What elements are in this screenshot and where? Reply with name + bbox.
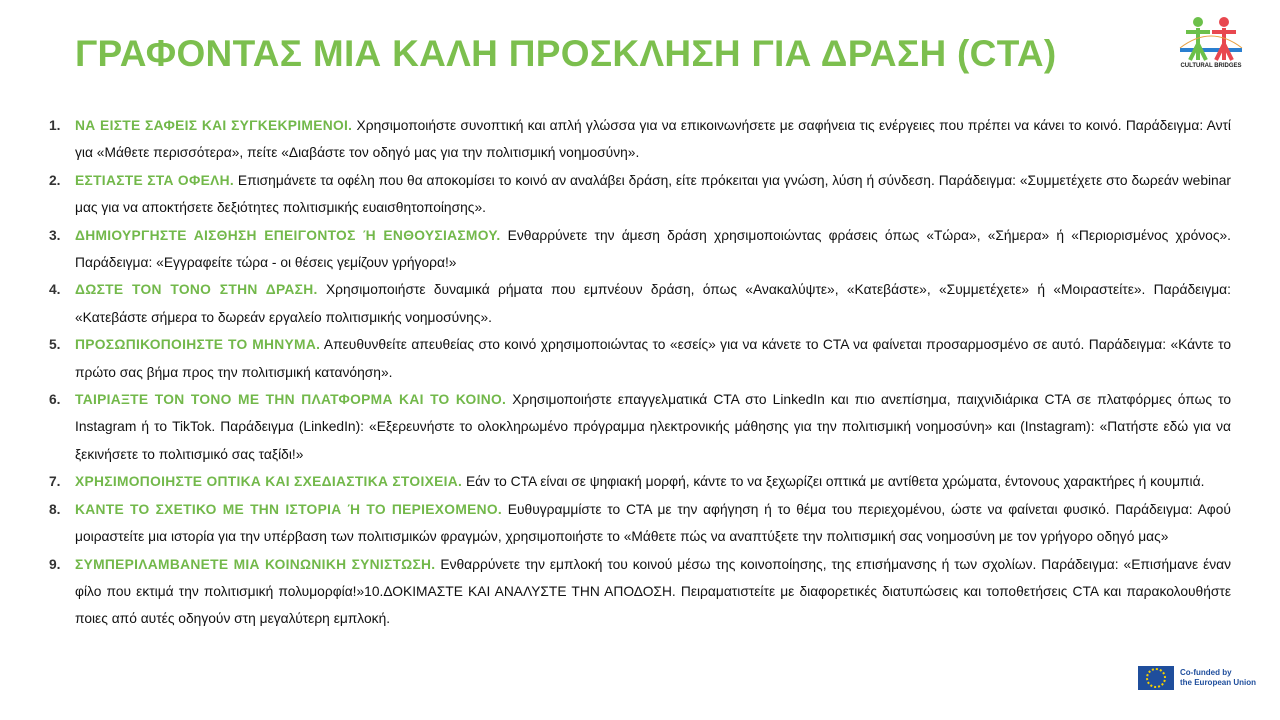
slide-title: ΓΡΑΦΟΝΤΑΣ ΜΙΑ ΚΑΛΗ ΠΡΟΣΚΛΗΣΗ ΓΙΑ ΔΡΑΣΗ (CTA) bbox=[75, 33, 1057, 74]
item-text: Απευθυνθείτε απευθείας στο κοινό χρησιμοποιώντας το «εσείς» για να κάνετε το CTA να φαίνεται προσαρμοσμένο σε αυτό. Παράδειγμα: «Κάντε το πρώτο σας βήμα προς την πολιτισμική κατανόηση». bbox=[75, 337, 1231, 380]
item-heading: ΔΗΜΙΟΥΡΓΗΣΤΕ ΑΙΣΘΗΣΗ ΕΠΕΙΓΟΝΤΟΣ Ή ΕΝΘΟΥΣΙΑΣΜΟΥ. bbox=[75, 227, 501, 243]
item-text: Ευθυγραμμίστε το CTA με την αφήγηση ή το θέμα του περιεχομένου, ώστε να φαίνεται φυσικό. Παράδειγμα: Αφού μοιραστείτε μια ιστορία για την υπέρβαση των πολιτισμικών φραγμών, χρησιμοποιήστε το «Μάθετε πώς να αναπτύξετε την πολιτισμική σας νοημοσύνη με τον γρήγορο οδηγό μας» bbox=[75, 501, 1231, 545]
item-number: 7. bbox=[49, 474, 61, 490]
item-number: 3. bbox=[49, 227, 61, 243]
item-text: Ενθαρρύνετε την εμπλοκή του κοινού μέσω της κοινοποίησης, της επισήμανσης ή των σχολίων. Παράδειγμα: «Επισήμανε έναν φίλο που εκτιμά την πολιτισμική πολυμορφία!»10.ΔΟΚΙΜΑΣΤΕ ΚΑΙ ΑΝΑΛΥΣΤΕ ΤΗΝ ΑΠΟΔΟΣΗ. Πειραματιστείτε με διαφορετικές διατυπώσεις και τοποθετήσεις CTA και παρακολουθήστε ποιες από αυτές οδηγούν στη μεγαλύτερη εμπλοκή. bbox=[75, 556, 1232, 627]
item-number: 2. bbox=[49, 172, 61, 188]
list-item bbox=[49, 468, 1231, 495]
cta-tips-list bbox=[49, 112, 1232, 633]
item-heading: ΚΑΝΤΕ ΤΟ ΣΧΕΤΙΚΟ ΜΕ ΤΗΝ ΙΣΤΟΡΙΑ Ή ΤΟ ΠΕΡΙΕΧΟΜΕΝΟ. bbox=[75, 501, 503, 517]
eu-text bbox=[1180, 668, 1260, 688]
item-number: 5. bbox=[49, 337, 61, 353]
item-text: Χρησιμοποιήστε επαγγελματικά CTA στο LinkedIn και πιο ανεπίσημα, παιχνιδιάρικα CTA σε πλατφόρμες όπως το Instagram ή το TikTok. Παράδειγμα (LinkedIn): «Εξερευνήστε το ολοκληρωμένο πρόγραμμα ηλεκτρονικής μάθησης για την πολιτισμική νοημοσύνη» και (Instagram): «Πατήστε εδώ για να ξεκινήσετε το πολιτισμικό σας ταξίδι!» bbox=[75, 392, 1231, 462]
list-item bbox=[49, 222, 1232, 277]
eu-text-line1: Co-funded by bbox=[1180, 668, 1232, 677]
item-text: Ενθαρρύνετε την άμεση δράση χρησιμοποιώντας φράσεις όπως «Τώρα», «Σήμερα» ή «Περιορισμένος χρόνος». Παράδειγμα: «Εγγραφείτε τώρα - οι θέσεις γεμίζουν γρήγορα!» bbox=[75, 227, 1232, 271]
list-item bbox=[49, 331, 1231, 386]
item-number: 6. bbox=[49, 392, 61, 408]
item-heading: ΠΡΟΣΩΠΙΚΟΠΟΙΗΣΤΕ ΤΟ ΜΗΝΥΜΑ. bbox=[75, 337, 321, 353]
list-item bbox=[49, 386, 1231, 468]
item-number: 1. bbox=[49, 118, 61, 133]
eu-flag-icon bbox=[1138, 666, 1174, 690]
item-heading: ΣΥΜΠΕΡΙΛΑΜΒΑΝΕΤΕ ΜΙΑ ΚΟΙΝΩΝΙΚΗ ΣΥΝΙΣΤΩΣΗ. bbox=[75, 556, 436, 572]
list-item bbox=[49, 112, 1231, 167]
eu-cofunded-logo bbox=[1138, 666, 1260, 690]
list-item bbox=[49, 276, 1231, 331]
item-heading: ΧΡΗΣΙΜΟΠΟΙΗΣΤΕ ΟΠΤΙΚΑ ΚΑΙ ΣΧΕΔΙΑΣΤΙΚΑ ΣΤΟΙΧΕΙΑ. bbox=[75, 474, 463, 490]
eu-text-line2: the European Union bbox=[1180, 678, 1256, 687]
item-heading: ΝΑ ΕΙΣΤΕ ΣΑΦΕΙΣ ΚΑΙ ΣΥΓΚΕΚΡΙΜΕΝΟΙ. bbox=[75, 118, 353, 133]
list-item bbox=[49, 167, 1231, 222]
item-text: Χρησιμοποιήστε συνοπτική και απλή γλώσσα για να επικοινωνήσετε με σαφήνεια τις ενέργειες που πρέπει να κάνει το κοινό. Παράδειγμα: Αντί για «Μάθετε περισσότερα», πείτε «Διαβάστε τον οδηγό μας για την πολιτισμική νοημοσύνη». bbox=[75, 118, 1231, 161]
item-text: Εάν το CTA είναι σε ψηφιακή μορφή, κάντε το να ξεχωρίζει οπτικά με αντίθετα χρώματα, έντονους χαρακτήρες ή κουμπιά. bbox=[462, 474, 1205, 490]
item-text: Χρησιμοποιήστε δυναμικά ρήματα που εμπνέουν δράση, όπως «Ανακαλύψτε», «Κατεβάστε», «Συμμετέχετε» ή «Μοιραστείτε». Παράδειγμα: «Κατεβάστε σήμερα το δωρεάν εργαλείο πολιτισμικής νοημοσύνης». bbox=[75, 282, 1231, 325]
item-number: 4. bbox=[49, 282, 61, 298]
item-text: Επισημάνετε τα οφέλη που θα αποκομίσει το κοινό αν αναλάβει δράση, είτε πρόκειται για γνώση, λύση ή σύνδεση. Παράδειγμα: «Συμμετέχετε στο δωρεάν webinar μας για να αποκτήσετε δεξιότητες πολιτισμικής ευαισθητοποίησης». bbox=[75, 172, 1231, 216]
item-number: 8. bbox=[49, 501, 61, 517]
item-heading: ΔΩΣΤΕ ΤΟΝ ΤΟΝΟ ΣΤΗΝ ΔΡΑΣΗ. bbox=[75, 282, 318, 298]
item-heading: ΕΣΤΙΑΣΤΕ ΣΤΑ ΟΦΕΛΗ. bbox=[75, 172, 234, 188]
item-number: 9. bbox=[49, 556, 61, 572]
list-item bbox=[49, 551, 1232, 633]
logo-text: CULTURAL BRIDGES bbox=[1180, 63, 1242, 69]
item-heading: ΤΑΙΡΙΑΞΤΕ ΤΟΝ ΤΟΝΟ ΜΕ ΤΗΝ ΠΛΑΤΦΟΡΜΑ ΚΑΙ ΤΟ ΚΟΙΝΟ. bbox=[75, 392, 507, 408]
list-item bbox=[49, 496, 1231, 551]
